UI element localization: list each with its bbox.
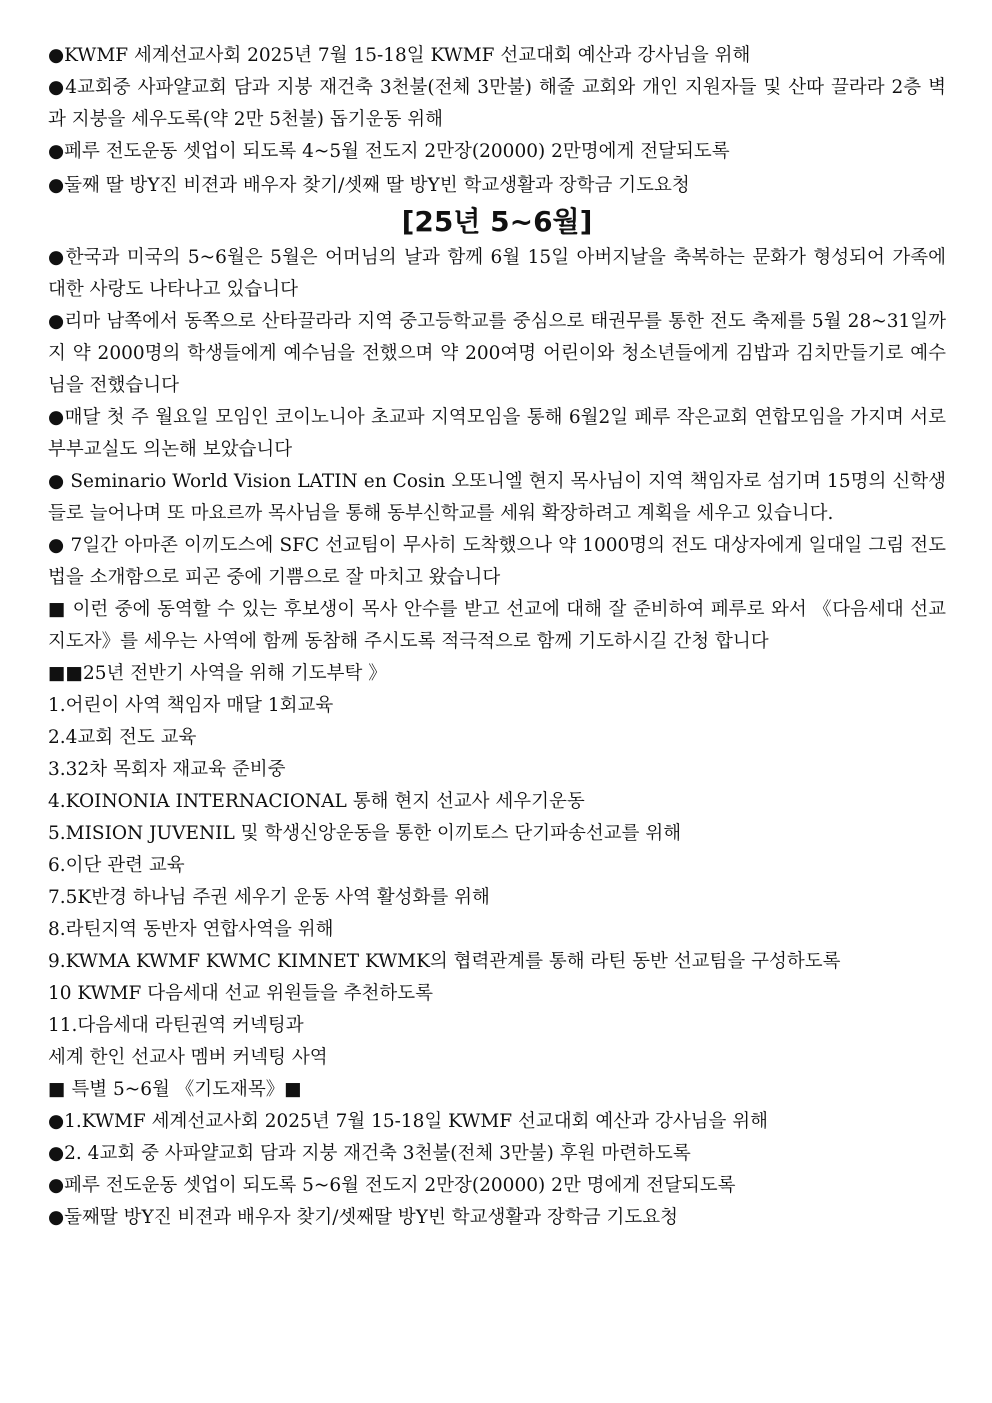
top-item: ●4교회중 사파얄교회 담과 지붕 재건축 3천불(전체 3만불) 해줄 교회와 개인 지원자들 및 산따 끌라라 2층 벽과 지붕을 세우도록(약 2만 5천불) 돕기운동 위해 (48, 77, 946, 130)
prayer-item: 1.어린이 사역 책임자 매달 1회교육 (48, 695, 334, 716)
special-item: ●2. 4교회 중 사파얄교회 담과 지붕 재건축 3천불(전체 3만불) 후원 마련하도록 (48, 1143, 691, 1164)
top-prayer-list (48, 40, 946, 202)
top-item: ●KWMF 세계선교사회 2025년 7월 15-18일 KWMF 선교대회 예산과 강사님을 위해 (48, 45, 751, 66)
prayer-item: 2.4교회 전도 교육 (48, 727, 197, 748)
special-prayer-list (48, 1106, 946, 1234)
prayer-item: 9.KWMA KWMF KWMC KIMNET KWMK의 협력관계를 통해 라틴 동반 선교팀을 구성하도록 (48, 951, 841, 972)
special-prayer-heading: ■ 특별 5~6월 《기도재목》■ (48, 1079, 302, 1100)
prayer-item: 4.KOINONIA INTERNACIONAL 통해 현지 선교사 세우기운동 (48, 791, 585, 812)
prayer-item: 8.라틴지역 동반자 연합사역을 위해 (48, 919, 334, 940)
special-item: ●페루 전도운동 셋업이 되도록 5~6월 전도지 2만장(20000) 2만 명에게 전달되도록 (48, 1175, 736, 1196)
prayer-item: 10 KWMF 다음세대 선교 위원들을 추천하도록 (48, 983, 433, 1004)
prayer-item: 5.MISION JUVENIL 및 학생신앙운동을 통한 이끼토스 단기파송선교를 위해 (48, 823, 682, 844)
prayer-item: 11.다음세대 라틴권역 커넥팅과 (48, 1015, 304, 1036)
top-item: ●둘째 딸 방Y진 비젼과 배우자 찾기/셋째 딸 방Y빈 학교생활과 장학금 기도요청 (48, 175, 690, 196)
report-paragraphs (48, 242, 946, 658)
prayer-request-heading: ■■25년 전반기 사역을 위해 기도부탁 》 (48, 663, 387, 684)
prayer-request-list (48, 690, 946, 1074)
report-paragraph: ■ 이런 중에 동역할 수 있는 후보생이 목사 안수를 받고 선교에 대해 잘 준비하여 페루로 와서 《다음세대 선교지도자》를 세우는 사역에 함께 동참해 주시도록 적극적으로 함께 기도하시길 간청 합니다 (48, 599, 946, 652)
top-item: ●페루 전도운동 셋업이 되도록 4~5월 전도지 2만장(20000) 2만명에게 전달되도록 (48, 141, 730, 162)
special-item: ●둘째딸 방Y진 비젼과 배우자 찾기/셋째딸 방Y빈 학교생활과 장학금 기도요청 (48, 1207, 678, 1228)
prayer-item: 3.32차 목회자 재교육 준비중 (48, 759, 286, 780)
prayer-item: 세계 한인 선교사 멤버 커넥팅 사역 (48, 1047, 328, 1068)
section-heading: [25년 5~6월] (401, 205, 593, 238)
report-paragraph: ●리마 남쪽에서 동쪽으로 산타끌라라 지역 중고등학교를 중심으로 태권무를 통한 전도 축제를 5월 28~31일까지 약 2000명의 학생들에게 예수님을 전했으며 약 200여명 어린이와 청소년들에게 김밥과 김치만들기로 예수님을 전했습니다 (48, 311, 946, 396)
report-paragraph: ● Seminario World Vision LATIN en Cosin 오또니엘 현지 목사님이 지역 책임자로 섬기며 15명의 신학생들로 늘어나며 또 마요르까 목사님을 통해 동부신학교를 세워 확장하려고 계획을 세우고 있습니다. (48, 471, 946, 524)
report-paragraph: ●매달 첫 주 월요일 모임인 코이노니아 초교파 지역모임을 통해 6월2일 페루 작은교회 연합모임을 가지며 서로 부부교실도 의논해 보았습니다 (48, 407, 946, 460)
report-paragraph: ●한국과 미국의 5~6월은 5월은 어머님의 날과 함께 6월 15일 아버지날을 축복하는 문화가 형성되어 가족에 대한 사랑도 나타나고 있습니다 (48, 247, 946, 300)
report-paragraph: ● 7일간 아마존 이끼도스에 SFC 선교팀이 무사히 도착했으나 약 1000명의 전도 대상자에게 일대일 그림 전도법을 소개함으로 피곤 중에 기쁨으로 잘 마치고 왔습니다 (48, 535, 946, 588)
prayer-item: 6.이단 관련 교육 (48, 855, 185, 876)
prayer-item: 7.5K반경 하나님 주권 세우기 운동 사역 활성화를 위해 (48, 887, 490, 908)
special-item: ●1.KWMF 세계선교사회 2025년 7월 15-18일 KWMF 선교대회 예산과 강사님을 위해 (48, 1111, 768, 1132)
